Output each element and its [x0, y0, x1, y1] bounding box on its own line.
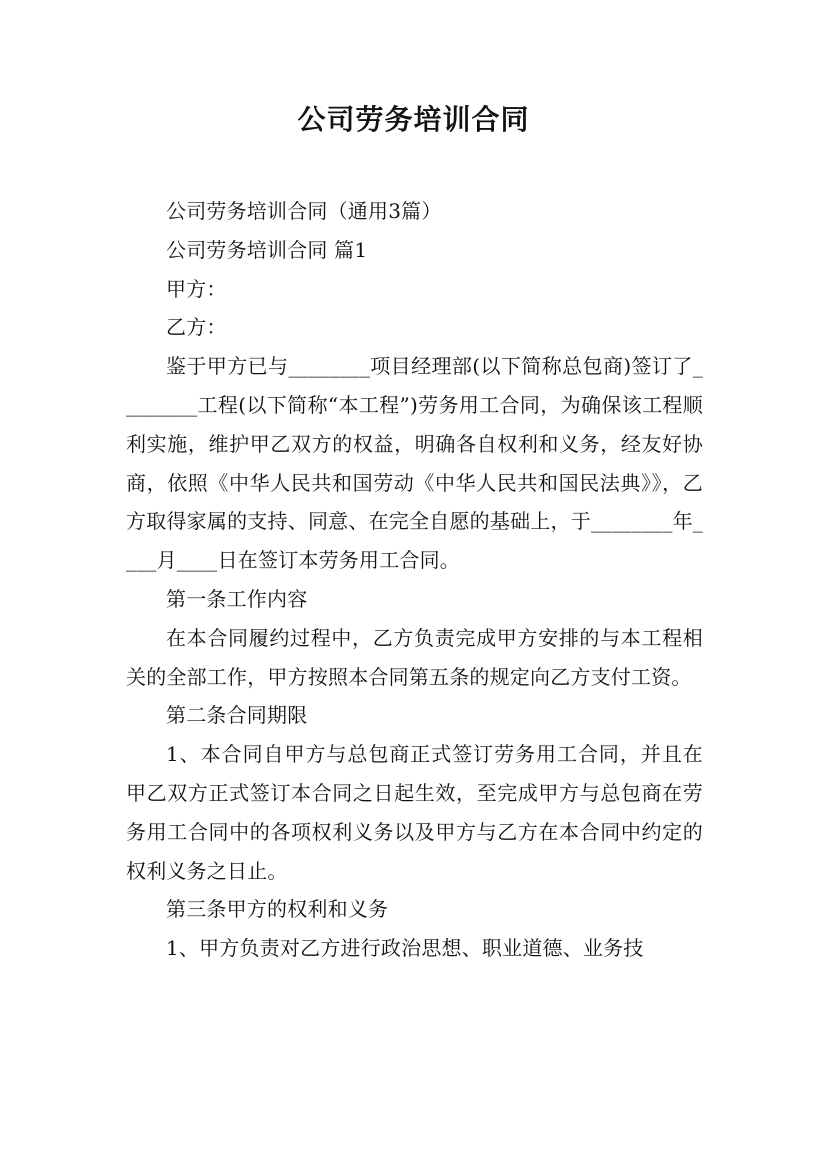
paragraph-preamble: 鉴于甲方已与________项目经理部(以下简称总包商)签订了________工程(以下简称“本工程”)劳务用工合同，为确保该工程顺利实施，维护甲乙双方的权益，明确各自权利和义务，经友好协商，依照《中华人民共和国劳动《中华人民共和国民法典》》，乙方取得家属的支持、同意、在完全自愿的基础上，于________年____月____日在签订本劳务用工合同。 — [126, 354, 703, 573]
paragraph-subtitle: 公司劳务培训合同（通用3篇） — [166, 199, 442, 223]
paragraph-party-b: 乙方： — [166, 315, 227, 340]
paragraph-party-a: 甲方： — [166, 276, 227, 301]
paragraph-article-1-heading: 第一条工作内容 — [166, 586, 308, 611]
paragraph-article-2-heading: 第二条合同期限 — [166, 703, 308, 728]
document-title: 公司劳务培训合同 — [297, 103, 530, 136]
paragraph-section-heading: 公司劳务培训合同 篇1 — [166, 237, 368, 262]
document-body — [126, 192, 703, 968]
paragraph-article-2-item-1: 1、本合同自甲方与总包商正式签订劳务用工合同，并且在甲乙双方正式签订本合同之日起生效，至完成甲方与总包商在劳务用工合同中的各项权利义务以及甲方与乙方在本合同中约定的权利义务之日止。 — [126, 742, 703, 883]
paragraph-article-1-body: 在本合同履约过程中，乙方负责完成甲方安排的与本工程相关的全部工作，甲方按照本合同第五条的规定向乙方支付工资。 — [126, 625, 703, 689]
paragraph-article-3-item-1: 1、甲方负责对乙方进行政治思想、职业道德、业务技 — [166, 936, 644, 961]
paragraph-article-3-heading: 第三条甲方的权利和义务 — [166, 897, 389, 922]
